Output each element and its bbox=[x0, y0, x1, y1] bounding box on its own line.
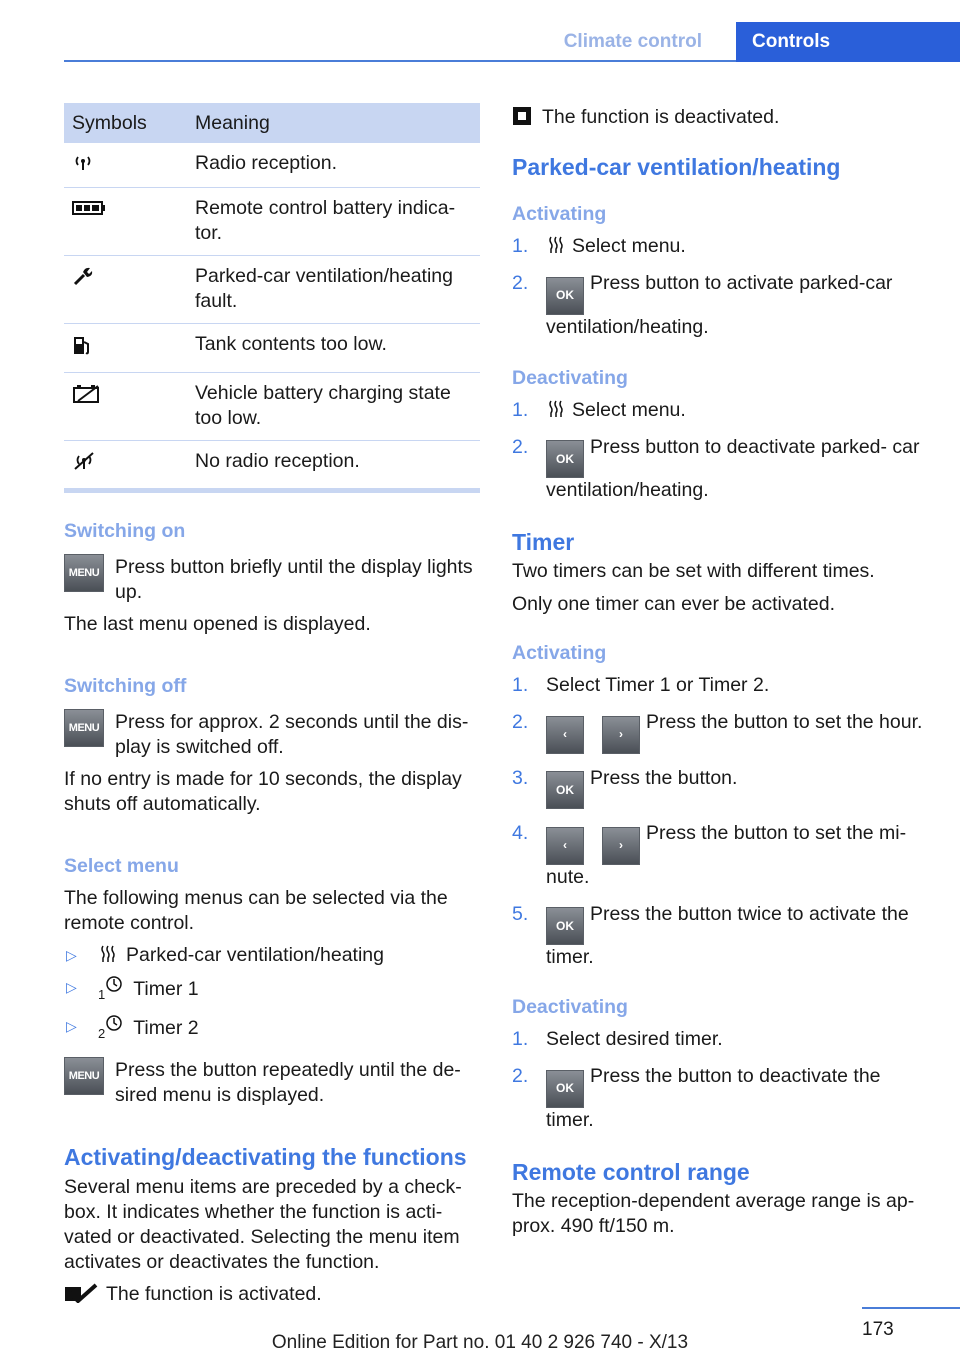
footer-edition: Online Edition for Part no. 01 40 2 926 740 - X/13 bbox=[271, 1332, 689, 1353]
ventilation-icon bbox=[546, 399, 566, 419]
parked-activating-heading: Activating bbox=[512, 203, 607, 225]
list-item: 1. Select menu. bbox=[512, 235, 686, 257]
page-number: 173 bbox=[862, 1307, 960, 1342]
vehicle-battery-icon bbox=[72, 383, 102, 405]
activating-functions-heading: Activating/deactivating the functions bbox=[64, 1144, 467, 1170]
timer-deactivating-heading: Deactivating bbox=[512, 996, 628, 1018]
list-item: 3. OKPress the button. bbox=[512, 766, 932, 810]
step-text: Select menu. bbox=[572, 398, 686, 421]
parked-deactivating-steps bbox=[512, 398, 932, 504]
timer-number: 2 bbox=[98, 1026, 106, 1041]
ok-button[interactable]: OK bbox=[546, 1070, 584, 1108]
ventilation-icon bbox=[98, 944, 118, 964]
menu-item-label: Timer 2 bbox=[133, 1017, 199, 1039]
parked-activating-steps bbox=[512, 234, 932, 340]
list-item: 2. OKPress the button to deactivate the timer. bbox=[512, 1065, 881, 1131]
page-header bbox=[64, 0, 960, 62]
fuel-pump-icon bbox=[72, 334, 92, 356]
table-row-meaning: Remote control battery indica‐ tor. bbox=[195, 188, 480, 256]
range-text: The reception-dependent average range is ap‐ prox. 490 ft/150 m. bbox=[512, 1189, 915, 1237]
step-text: Press the button to set the hour. bbox=[646, 711, 923, 733]
list-item: 5. OKPress the button twice to activate the timer. bbox=[512, 902, 909, 968]
parked-heading: Parked-car ventilation/heating bbox=[512, 154, 841, 180]
step-text: Press button to activate parked-car ventilation/heating. bbox=[546, 272, 893, 338]
timer-activating-heading: Activating bbox=[512, 642, 607, 664]
ok-button[interactable]: OK bbox=[546, 907, 584, 945]
switching-off-after: If no entry is made for 10 seconds, the display shuts off automatically. bbox=[64, 768, 462, 815]
select-menu-text: The following menus can be selected via the remote control. bbox=[64, 887, 448, 934]
timer-activating-steps bbox=[512, 673, 932, 970]
timer-p2: Only one timer can ever be activated. bbox=[512, 593, 835, 615]
right-column bbox=[512, 103, 932, 1239]
col-symbols-header: Symbols bbox=[64, 103, 195, 143]
header-section: Climate control bbox=[563, 31, 702, 52]
list-item: 2. OKPress button to deactivate parked- car ventilation/heating. bbox=[512, 435, 920, 501]
list-item: 4. ‹ ›Press the button to set the mi‐ nute. bbox=[512, 822, 907, 888]
switching-on-after: The last menu opened is displayed. bbox=[64, 613, 371, 635]
menu-list bbox=[64, 943, 480, 1046]
list-item: 2. OKPress button to activate parked-car ventilation/heating. bbox=[512, 272, 893, 338]
step-text: Press button to deactivate parked- car ventilation/heating. bbox=[546, 435, 920, 501]
table-row-meaning: Radio reception. bbox=[195, 143, 480, 188]
timer-icon bbox=[105, 975, 123, 993]
switching-on-row bbox=[64, 555, 480, 605]
ok-button[interactable]: OK bbox=[546, 440, 584, 478]
step-text: Select menu. bbox=[572, 235, 686, 257]
menu-button[interactable]: MENU bbox=[64, 709, 104, 747]
deactivated-row bbox=[512, 105, 932, 130]
range-heading: Remote control range bbox=[512, 1158, 750, 1185]
list-item: ▷ $_1$ Timer 1 bbox=[64, 975, 480, 1007]
table-row-meaning: Tank contents too low. bbox=[195, 324, 480, 373]
step-text: Press the button. bbox=[590, 766, 738, 789]
right-arrow-button[interactable]: › bbox=[602, 827, 640, 865]
step-text: Press the button twice to activate the timer. bbox=[546, 902, 909, 968]
left-arrow-button[interactable]: ‹ bbox=[546, 827, 584, 865]
checked-box-icon bbox=[64, 1283, 98, 1303]
menu-button[interactable]: MENU bbox=[64, 554, 104, 592]
list-item: 1. Select desired timer. bbox=[512, 1028, 723, 1050]
step-text: Press the button to deactivate the timer. bbox=[546, 1065, 881, 1131]
deactivated-text: The function is deactivated. bbox=[542, 106, 780, 128]
symbols-table bbox=[64, 103, 480, 487]
battery-indicator-icon bbox=[72, 200, 106, 216]
table-row-meaning: Parked-car ventilation/heating fault. bbox=[195, 256, 480, 324]
switching-on-text: Press button briefly until the display lights up. bbox=[115, 556, 473, 603]
list-item: 1. Select Timer 1 or Timer 2. bbox=[512, 674, 770, 696]
switching-off-text: Press for approx. 2 seconds until the dis‐ play is switched off. bbox=[115, 711, 469, 758]
select-menu-heading: Select menu bbox=[64, 855, 179, 877]
table-bottom-rule bbox=[64, 488, 480, 493]
header-tab[interactable]: Controls bbox=[736, 22, 960, 62]
left-arrow-button[interactable]: ‹ bbox=[546, 716, 584, 754]
step-text: Press the button to set the mi‐ nute. bbox=[546, 822, 907, 888]
parked-deactivating-heading: Deactivating bbox=[512, 366, 628, 389]
step-text: Select desired timer. bbox=[546, 1028, 723, 1050]
select-menu-after: Press the button repeatedly until the de‐ sired menu is displayed. bbox=[115, 1059, 461, 1106]
switching-off-row bbox=[64, 710, 480, 760]
ok-button[interactable]: OK bbox=[546, 277, 584, 315]
ventilation-icon bbox=[546, 235, 566, 255]
menu-item-label: Timer 1 bbox=[133, 978, 199, 1000]
table-row-meaning: No radio reception. bbox=[195, 450, 360, 472]
list-item: 2. ‹ ›Press the button to set the hour. bbox=[512, 710, 932, 754]
right-arrow-button[interactable]: › bbox=[602, 716, 640, 754]
step-text: Select Timer 1 or Timer 2. bbox=[546, 674, 770, 696]
left-column bbox=[64, 103, 480, 1307]
activated-text: The function is activated. bbox=[106, 1283, 322, 1305]
list-item: ▷ Parked-car ventilation/heating bbox=[66, 944, 384, 966]
radio-reception-icon bbox=[72, 153, 94, 171]
activated-row bbox=[64, 1282, 480, 1307]
timer-deactivating-steps bbox=[512, 1027, 932, 1133]
switching-on-heading: Switching on bbox=[64, 520, 186, 542]
timer-heading: Timer bbox=[512, 529, 575, 555]
list-item: ▷ $_2$ Timer 2 bbox=[64, 1014, 480, 1046]
timer-number: 1 bbox=[98, 987, 106, 1002]
select-menu-row bbox=[64, 1058, 480, 1108]
wrench-icon bbox=[72, 266, 94, 286]
menu-item-label: Parked-car ventilation/heating bbox=[126, 944, 384, 966]
activating-functions-text: Several menu items are preceded by a check‐ box. It indicates whether the function is acti‐ vated or deactivated. Selecting the menu item activates or deactivates the function. bbox=[64, 1176, 462, 1273]
ok-button[interactable]: OK bbox=[546, 771, 584, 809]
list-item: 1. Select menu. bbox=[512, 398, 686, 421]
timer-icon bbox=[105, 1014, 123, 1032]
timer-p1: Two timers can be set with different times. bbox=[512, 560, 875, 582]
switching-off-heading: Switching off bbox=[64, 675, 187, 697]
unchecked-box-icon bbox=[512, 106, 532, 126]
table-row-meaning: Vehicle battery charging state too low. bbox=[195, 373, 480, 441]
col-meaning-header: Meaning bbox=[195, 103, 480, 143]
no-radio-reception-icon bbox=[72, 451, 96, 471]
menu-button[interactable]: MENU bbox=[64, 1057, 104, 1095]
